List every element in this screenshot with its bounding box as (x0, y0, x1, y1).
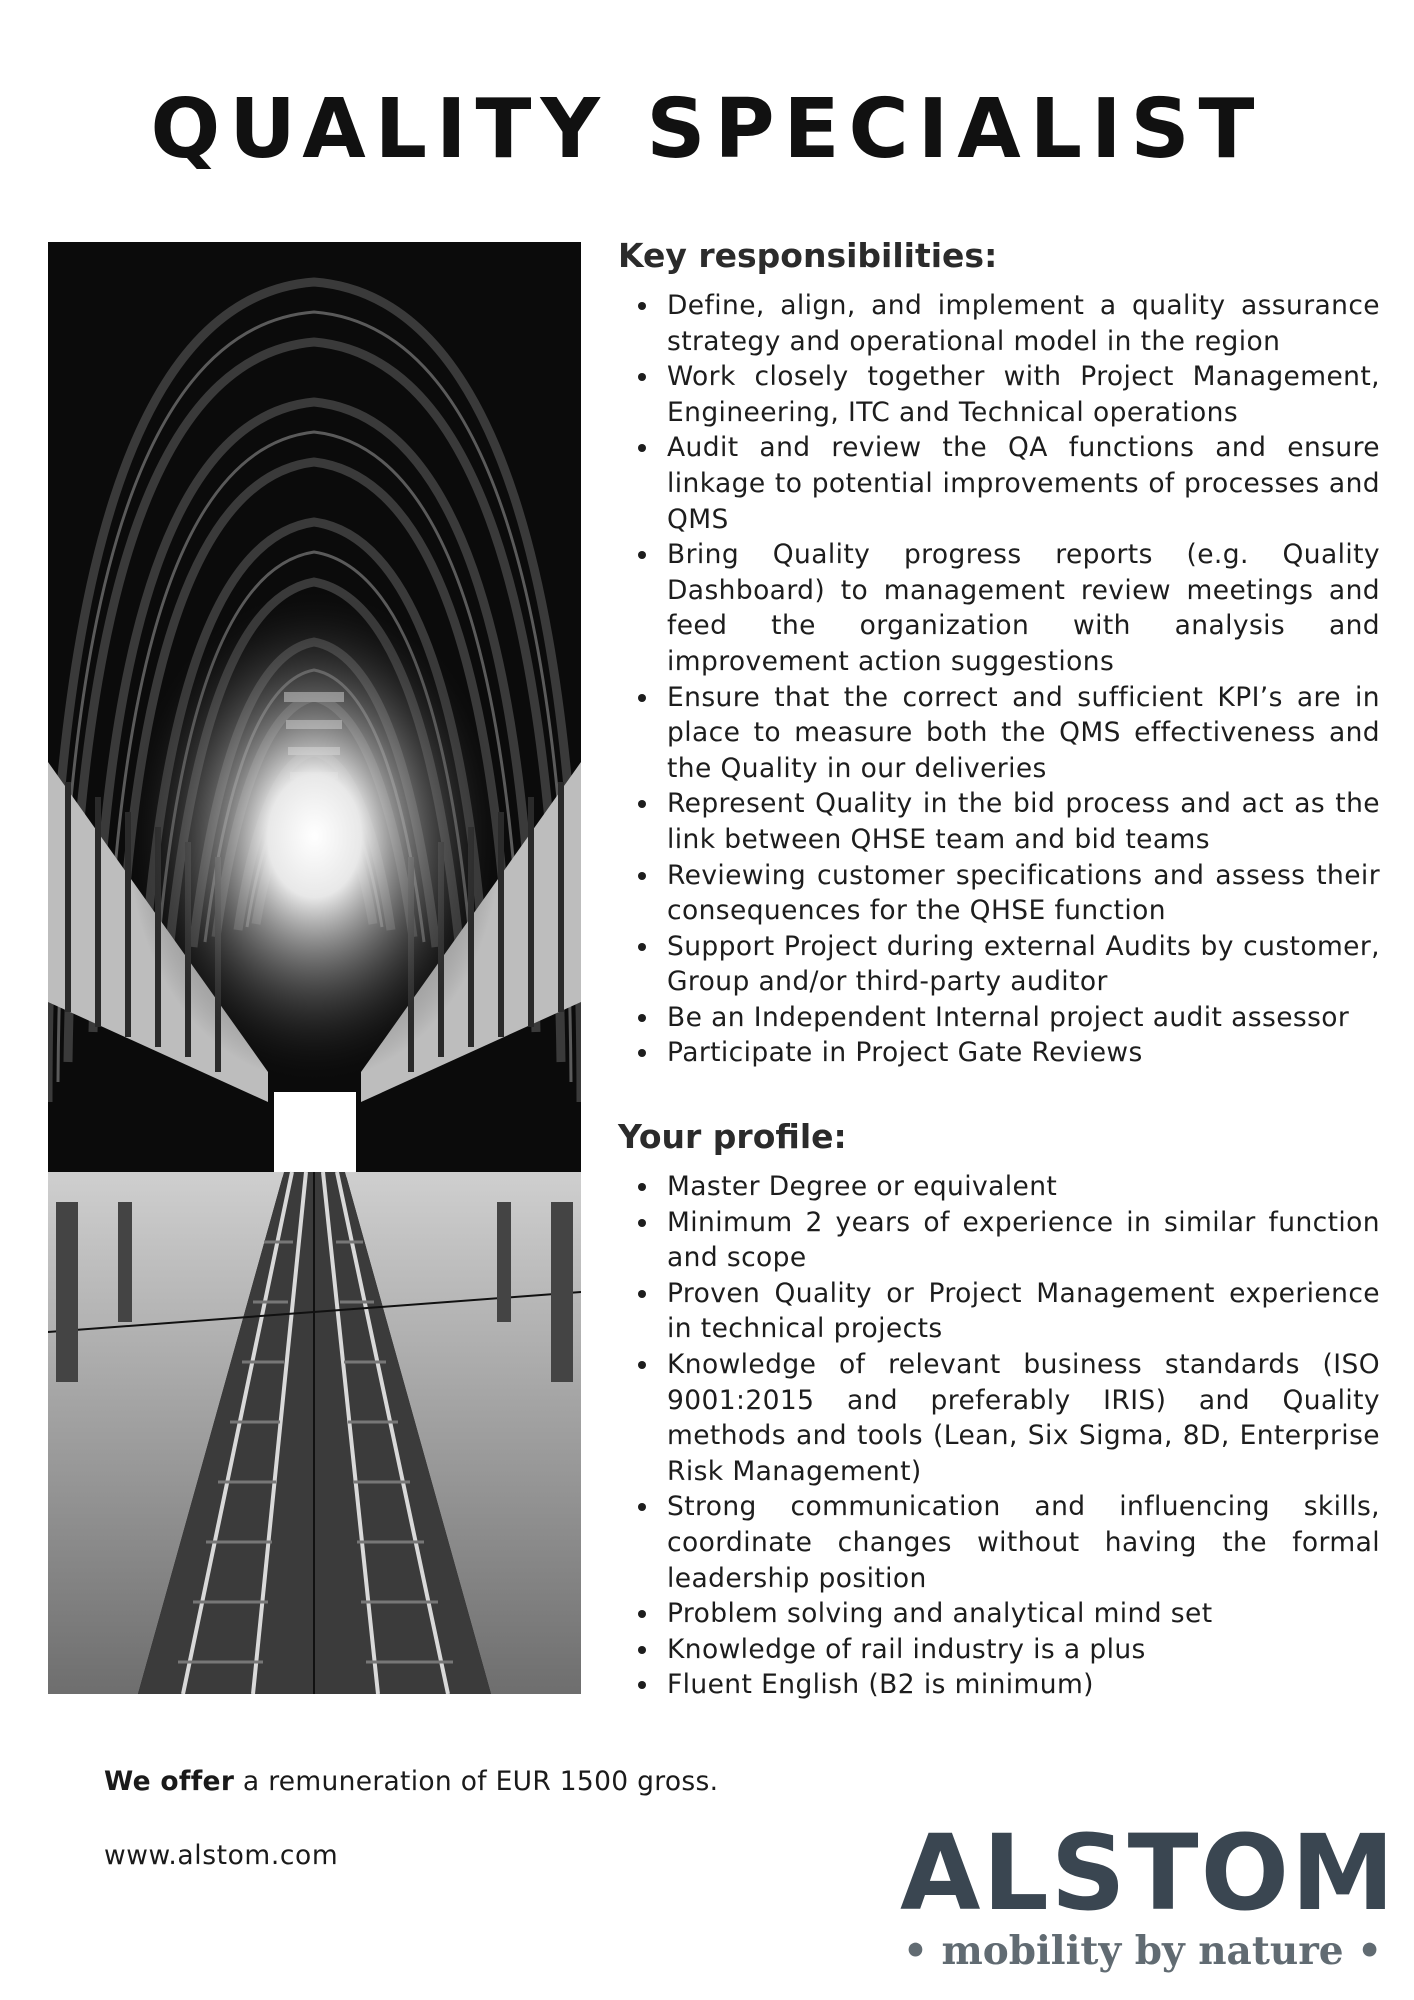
website-link[interactable]: www.alstom.com (104, 1840, 339, 1871)
offer-lead: We offer (104, 1766, 235, 1797)
list-item: Strong communication and influencing skills, coordinate changes without having the formal leadership position (618, 1489, 1380, 1596)
list-item: Audit and review the QA functions and ensure linkage to potential improvements of processes and QMS (618, 430, 1380, 537)
list-item: Bring Quality progress reports (e.g. Quality Dashboard) to management review meetings and feed the organization with analysis and improvement action suggestions (618, 537, 1380, 679)
list-item: Master Degree or equivalent (618, 1169, 1380, 1205)
logo-tagline: • mobility by nature • (902, 1928, 1383, 1974)
list-item: Define, align, and implement a quality assurance strategy and operational model in the region (618, 288, 1380, 359)
offer-detail: a remuneration of EUR 1500 gross. (234, 1766, 719, 1797)
list-item: Participate in Project Gate Reviews (618, 1035, 1380, 1071)
list-item: Minimum 2 years of experience in similar function and scope (618, 1205, 1380, 1276)
alstom-logo (900, 1812, 1397, 1978)
list-item: Represent Quality in the bid process and act as the link between QHSE team and bid teams (618, 786, 1380, 857)
list-item: Be an Independent Internal project audit assessor (618, 1000, 1380, 1036)
responsibilities-list (618, 288, 1380, 1071)
list-item: Knowledge of relevant business standards (ISO 9001:2015 and preferably IRIS) and Quality methods and tools (Lean, Six Sigma, 8D, Enterprise Risk Management) (618, 1347, 1380, 1489)
list-item: Reviewing customer specifications and assess their consequences for the QHSE function (618, 858, 1380, 929)
profile-heading: Your profile: (618, 1117, 847, 1157)
profile-list (618, 1169, 1380, 1703)
responsibilities-heading: Key responsibilities: (618, 236, 998, 275)
list-item: Proven Quality or Project Management experience in technical projects (618, 1276, 1380, 1347)
train-station-tunnel-image (48, 242, 581, 1694)
job-details (618, 232, 1380, 1703)
list-item: Support Project during external Audits by customer, Group and/or third-party auditor (618, 929, 1380, 1000)
list-item: Fluent English (B2 is minimum) (618, 1667, 1380, 1703)
page-title: QUALITY SPECIALIST (150, 82, 1264, 177)
list-item: Problem solving and analytical mind set (618, 1596, 1380, 1632)
list-item: Ensure that the correct and sufficient KPI’s are in place to measure both the QMS effectiveness and the Quality in our deliveries (618, 680, 1380, 787)
offer-text (104, 1766, 718, 1797)
list-item: Knowledge of rail industry is a plus (618, 1632, 1380, 1668)
list-item: Work closely together with Project Management, Engineering, ITC and Technical operations (618, 359, 1380, 430)
train-station-photo (48, 242, 581, 1694)
logo-wordmark: ALSTOM (900, 1812, 1397, 1934)
